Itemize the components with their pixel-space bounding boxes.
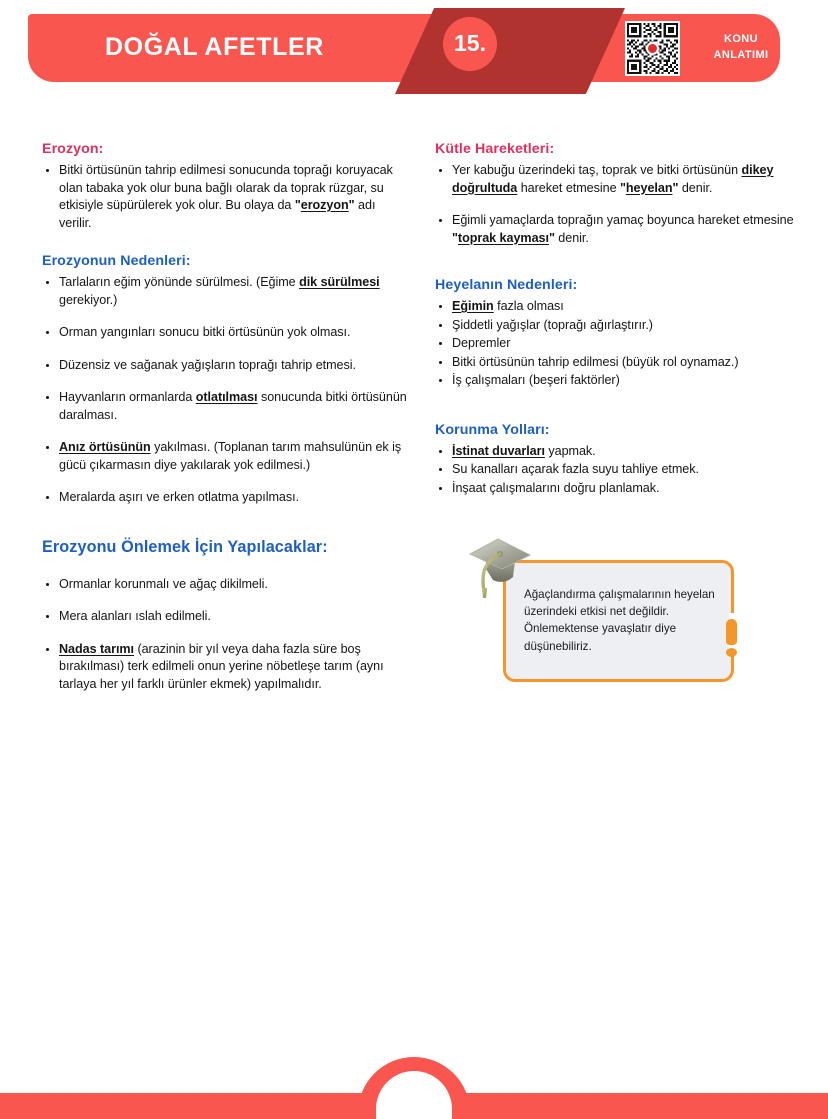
text-run: Depremler	[452, 336, 511, 350]
list-item	[435, 372, 795, 390]
list-item	[42, 641, 410, 694]
quote-mark: "	[548, 230, 555, 245]
list-item	[42, 576, 410, 594]
spacer	[42, 562, 410, 576]
list-item	[435, 162, 795, 197]
spacer	[42, 522, 410, 536]
text-run: Bitki örtüsünün tahrip edilmesi sonucunda toprağı koruyacak olan tabaka yok olur buna bağlı olarak da toprak rüzgar, su etkisiyle süpürülerek yok olur. Bu olaya da	[59, 163, 393, 212]
text-run: Su kanalları açarak fazla suyu tahliye etmek.	[452, 462, 699, 476]
unit-number-badge	[443, 17, 497, 71]
emphasised-term: Nadas tarımı	[59, 641, 134, 656]
header-subtitle	[693, 31, 789, 63]
spacer	[435, 391, 795, 421]
list-item	[435, 335, 795, 353]
quote-mark: "	[619, 180, 626, 195]
quote-mark: "	[672, 180, 679, 195]
text-run: denir.	[678, 180, 713, 195]
note-callout	[462, 533, 782, 698]
left-column	[42, 140, 410, 708]
text-run: Yer kabuğu üzerindeki taş, toprak ve bitki örtüsünün	[452, 163, 742, 177]
spacer	[435, 262, 795, 276]
text-run: adı verilir.	[59, 198, 376, 230]
text-run: Eğimli yamaçlarda toprağın yamaç boyunca hareket etmesine	[452, 213, 794, 227]
heading-erozyonun-nedenleri: Erozyonun Nedenleri:	[42, 253, 191, 269]
list-item	[42, 162, 410, 232]
heading-erozyon: Erozyon:	[42, 141, 104, 157]
text-run: yakılması. (Toplanan tarım mahsulünün ek iş gücü çıkarmasın diye yakılarak yok edilmesi.)	[59, 440, 402, 472]
list-item	[435, 298, 795, 316]
list-item	[42, 489, 410, 507]
heading-erozyonu-onlemek: Erozyonu Önlemek İçin Yapılacaklar:	[42, 537, 328, 556]
list-item	[435, 480, 795, 498]
list-item	[435, 354, 795, 372]
list-item	[435, 317, 795, 335]
header-slant-shape	[395, 8, 625, 94]
heading-korunma-yollari: Korunma Yolları:	[435, 421, 550, 438]
exclamation-mark-icon	[726, 619, 737, 657]
heading-kutle-hareketleri: Kütle Hareketleri:	[435, 141, 555, 157]
list-erozyonu-onlemek	[42, 576, 410, 694]
text-run: (arazinin bir yıl veya daha fazla süre boş bırakılması) terk edilmeli onun yerine nöbetleşe tarım (aynı tarlaya her yıl farklı ürünler ekmek) yapılmalıdır.	[59, 641, 384, 691]
quote-mark: "	[452, 230, 458, 245]
quote-mark: "	[294, 198, 301, 212]
page-header	[0, 0, 828, 112]
emphasised-term: Eğimin	[452, 299, 494, 313]
list-item	[42, 439, 410, 474]
emphasised-term: İstinat duvarları	[452, 443, 545, 458]
text-run: yapmak.	[544, 443, 596, 458]
unit-number-label: 15.	[454, 29, 486, 56]
text-run: sonucunda bitki örtüsünün daralması.	[59, 390, 407, 422]
text-run: Şiddetli yağışlar (toprağı ağırlaştırır.)	[452, 317, 653, 332]
list-item	[42, 608, 410, 626]
text-run: hareket etmesine	[517, 180, 620, 195]
text-run: İş çalışmaları (beşeri faktörler)	[452, 373, 620, 387]
text-run: Mera alanları ıslah edilmeli.	[59, 609, 211, 623]
list-item	[435, 461, 795, 479]
list-heyelanin-nedenleri	[435, 298, 795, 390]
text-run: Meralarda aşırı ve erken otlatma yapılması.	[59, 490, 300, 504]
text-run: Orman yangınları sonucu bitki örtüsünün yok olması.	[59, 325, 351, 339]
header-subtitle-line2: ANLATIMI	[713, 49, 769, 61]
emphasised-term: erozyon	[300, 198, 349, 212]
emphasised-term: dik sürülmesi	[299, 275, 380, 289]
page-footer	[0, 1049, 828, 1119]
text-run: İnşaat çalışmalarını doğru planlamak.	[452, 480, 660, 495]
text-run: Hayvanların ormanlarda	[59, 390, 196, 404]
list-item	[42, 357, 410, 375]
list-erozyonun-nedenleri	[42, 274, 410, 507]
text-run: Bitki örtüsünün tahrip edilmesi (büyük rol oynamaz.)	[452, 354, 739, 369]
header-subtitle-line1: KONU	[724, 33, 758, 45]
list-item	[42, 389, 410, 424]
emphasised-term: dikey doğrultuda	[452, 163, 774, 195]
emphasised-term: Anız örtüsünün	[59, 440, 151, 454]
quote-mark: "	[348, 198, 355, 212]
text-run: denir.	[554, 230, 589, 245]
list-kutle-hareketleri	[435, 162, 795, 247]
graduation-cap-icon	[462, 533, 534, 599]
text-run: Düzensiz ve sağanak yağışların toprağı tahrip etmesi.	[59, 357, 356, 372]
text-run: Tarlaların eğim yönünde sürülmesi. (Eğime	[59, 275, 300, 289]
list-item	[435, 212, 795, 247]
list-item	[42, 324, 410, 342]
list-item	[42, 274, 410, 309]
list-korunma-yollari	[435, 443, 795, 498]
list-erozyon	[42, 162, 410, 232]
spacer	[42, 233, 410, 252]
note-text: Ağaçlandırma çalışmalarının heyelan üzerindeki etkisi net değildir. Önlemektense yavaşlatır diye düşünebiliriz.	[524, 588, 715, 653]
emphasised-term: otlatılması	[195, 390, 258, 404]
qr-center-dot-icon	[646, 42, 659, 55]
emphasised-term: toprak kayması	[457, 230, 549, 245]
page-title: DOĞAL AFETLER	[105, 33, 324, 61]
list-item	[435, 443, 795, 461]
text-run: Ormanlar korunmalı ve ağaç dikilmeli.	[59, 576, 268, 591]
text-run: gerekiyor.)	[59, 292, 118, 307]
right-column	[435, 140, 795, 498]
emphasised-term: heyelan	[625, 180, 673, 195]
heading-heyelanin-nedenleri: Heyelanın Nedenleri:	[435, 277, 578, 293]
text-run: fazla olması	[493, 299, 564, 313]
